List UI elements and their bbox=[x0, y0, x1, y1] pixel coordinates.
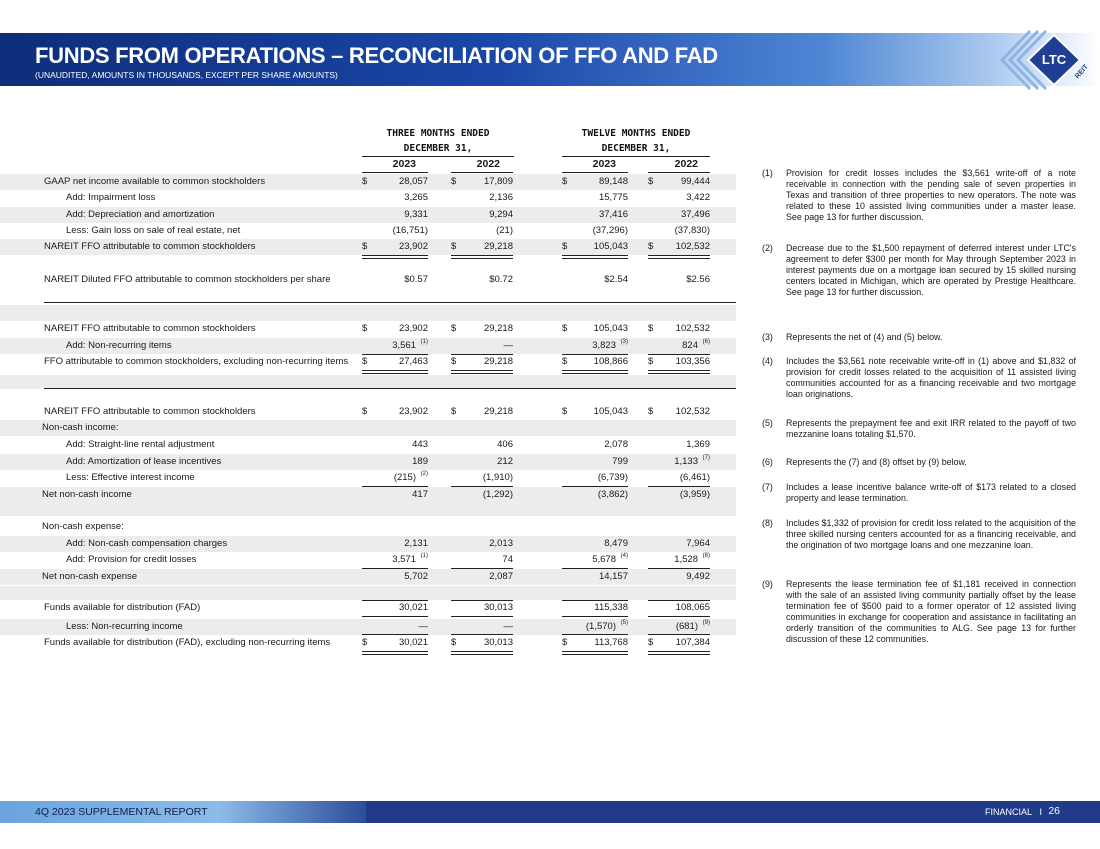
year-col-1: 2023 bbox=[392, 158, 416, 170]
table-row: FFO attributable to common stockholders, excluding non-recurring items $ 27,463 $ 29,218 $ 108,866 $ 103,356 bbox=[44, 356, 710, 367]
total-rule bbox=[648, 255, 710, 259]
table-row: Add: Straight-line rental adjustment 443 406 2,078 1,369 bbox=[66, 439, 710, 450]
page-number: 26 bbox=[1048, 805, 1060, 817]
header-banner bbox=[0, 33, 1100, 86]
table-row: Add: Provision for credit losses 3,571 (1) 74 5,678 (4) 1,528 (8) bbox=[66, 553, 710, 565]
total-rule bbox=[451, 255, 513, 259]
year-col-3: 2023 bbox=[592, 158, 616, 170]
footer-bar bbox=[0, 801, 1100, 823]
table-row: NAREIT Diluted FFO attributable to common stockholders per share $0.57 $0.72 $2.54 $2.56 bbox=[44, 274, 710, 285]
year-col-2: 2022 bbox=[476, 158, 500, 170]
total-rule bbox=[562, 651, 628, 655]
table-row: Add: Amortization of lease incentives 189 212 799 1,133 (7) bbox=[0, 454, 736, 470]
sum-rule bbox=[562, 616, 628, 617]
spacer-row bbox=[0, 375, 736, 389]
table-row: NAREIT FFO attributable to common stockholders $ 23,902 $ 29,218 $ 105,043 $ 102,532 bbox=[44, 406, 710, 417]
table-row: Funds available for distribution (FAD) 30,021 30,013 115,338 108,065 bbox=[44, 602, 710, 613]
logo-sub-text: REIT bbox=[1074, 63, 1090, 81]
table-row: NAREIT FFO attributable to common stockholders $ 23,902 $ 29,218 $ 105,043 $ 102,532 bbox=[0, 239, 736, 255]
spacer-row bbox=[0, 305, 736, 321]
table-row: Add: Depreciation and amortization 9,331 9,294 37,416 37,496 bbox=[0, 207, 736, 223]
total-rule bbox=[362, 370, 428, 374]
sum-rule bbox=[451, 616, 513, 617]
total-rule bbox=[562, 370, 628, 374]
table-row: Net non-cash expense 5,702 2,087 14,157 9,492 bbox=[0, 569, 736, 585]
table-row: Less: Effective interest income (215) (2) (1,910) (6,739) (6,461) bbox=[66, 471, 710, 483]
ltc-logo-icon bbox=[996, 27, 1088, 93]
table-row: Add: Impairment loss 3,265 2,136 15,775 3,422 bbox=[66, 192, 710, 203]
year-col-4: 2022 bbox=[674, 158, 698, 170]
table-row: Net non-cash income 417 (1,292) (3,862) (3,959) bbox=[0, 487, 736, 503]
year-rule bbox=[362, 172, 428, 173]
table-row: Non-cash expense: bbox=[42, 521, 124, 532]
section-label: FINANCIAL I bbox=[984, 807, 1042, 817]
total-rule bbox=[362, 651, 428, 655]
year-rule bbox=[562, 172, 628, 173]
table-row: Less: Non-recurring income — — (1,570) (5) (681) (9) bbox=[0, 619, 736, 635]
logo-text: LTC bbox=[1041, 52, 1067, 67]
table-row: Less: Gain loss on sale of real estate, net (16,751) (21) (37,296) (37,830) bbox=[66, 225, 710, 236]
total-rule bbox=[362, 255, 428, 259]
header-rule bbox=[562, 156, 710, 157]
total-rule bbox=[648, 651, 710, 655]
total-rule bbox=[562, 255, 628, 259]
page-title: FUNDS FROM OPERATIONS – RECONCILIATION OF FFO AND FAD bbox=[35, 43, 718, 68]
table-row: GAAP net income available to common stockholders $ 28,057 $ 17,809 $ 89,148 $ 99,444 bbox=[0, 174, 736, 190]
table-row: Add: Non-recurring items 3,561 (1) — 3,823 (3) 824 (6) bbox=[0, 338, 736, 354]
section-divider bbox=[44, 388, 736, 389]
table-row: Add: Non-cash compensation charges 2,131 2,013 8,479 7,964 bbox=[0, 536, 736, 552]
total-rule bbox=[648, 370, 710, 374]
table-row: Funds available for distribution (FAD), excluding non-recurring items $ 30,021 $ 30,013 $ 113,768 $ 107,384 bbox=[44, 637, 710, 648]
year-rule bbox=[648, 172, 710, 173]
header-rule bbox=[362, 156, 514, 157]
twelve-months-header: TWELVE MONTHS ENDED DECEMBER 31, bbox=[581, 128, 691, 154]
report-name: 4Q 2023 SUPPLEMENTAL REPORT bbox=[35, 806, 208, 818]
table-row: NAREIT FFO attributable to common stockholders $ 23,902 $ 29,218 $ 105,043 $ 102,532 bbox=[44, 323, 710, 334]
sum-rule bbox=[362, 616, 428, 617]
sum-rule bbox=[648, 616, 710, 617]
spacer-row bbox=[0, 586, 736, 600]
year-rule bbox=[451, 172, 513, 173]
total-rule bbox=[451, 651, 513, 655]
spacer-row bbox=[0, 503, 736, 516]
total-rule bbox=[451, 370, 513, 374]
section-divider bbox=[44, 302, 736, 303]
page-subtitle: (UNAUDITED, AMOUNTS IN THOUSANDS, EXCEPT PER SHARE AMOUNTS) bbox=[35, 70, 338, 80]
table-row: Non-cash income: bbox=[0, 420, 736, 436]
three-months-header: THREE MONTHS ENDED DECEMBER 31, bbox=[386, 128, 490, 154]
